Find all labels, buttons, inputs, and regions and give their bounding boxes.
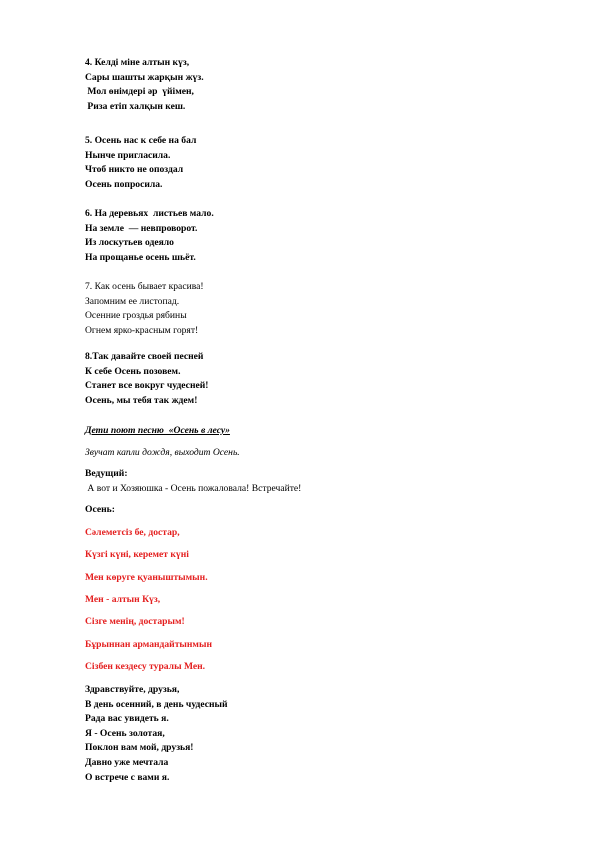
- autumn-label: Осень:: [85, 504, 115, 515]
- greeting-line: В день осенний, в день чудесный: [85, 698, 228, 710]
- stanza-line: Из лоскутьев одеяло: [85, 237, 174, 249]
- stanza-line: 5. Осень нас к себе на бал: [85, 135, 197, 146]
- stanza-line: Осень, мы тебя так ждем!: [85, 394, 198, 406]
- stanza-line: Риза етіп халқын кеш.: [85, 100, 186, 112]
- stanza-line: Запомним ее листопад.: [85, 295, 180, 307]
- kazakh-line: Бұрыннан армандайтынмын: [85, 639, 212, 650]
- greeting-line: Я - Осень золотая,: [85, 727, 165, 739]
- stanza-line: 8.Так давайте своей песней: [85, 351, 204, 362]
- stanza-4: [85, 56, 204, 114]
- kazakh-line: Мен - алтын Күз,: [85, 594, 161, 605]
- stanza-line: Станет все вокруг чудесней!: [85, 380, 209, 392]
- stanza-line: Сары шашты жарқын жүз.: [85, 71, 204, 83]
- kazakh-line: Сәлеметсіз бе, достар,: [85, 527, 180, 538]
- stanza-line: Осень попросила.: [85, 178, 163, 190]
- stanza-line: Нынче пригласила.: [85, 149, 171, 161]
- stanza-line: На прощанье осень шьёт.: [85, 251, 196, 263]
- stanza-line: 4. Келді міне алтын күз,: [85, 57, 190, 68]
- greeting-line: Давно уже мечтала: [85, 756, 169, 768]
- stanza-7: [85, 280, 204, 338]
- stanza-line: 7. Как осень бывает красива!: [85, 281, 204, 292]
- greeting-line: Поклон вам мой, друзья!: [85, 742, 194, 754]
- stanza-line: Осенние гроздья рябины: [85, 310, 187, 322]
- kazakh-line: Сізбен кездесу туралы Мен.: [85, 661, 206, 672]
- stanza-line: К себе Осень позовем.: [85, 365, 181, 377]
- greeting-line: Рада вас увидеть я.: [85, 713, 169, 725]
- stanza-line: Чтоб никто не опоздал: [85, 164, 184, 176]
- stanza-line: 6. На деревьях листьев мало.: [85, 208, 214, 219]
- stanza-line: Мол өнімдері әр үйімен,: [85, 86, 194, 98]
- stanza-line: На земле — невпроворот.: [85, 222, 198, 234]
- stanza-8: [85, 350, 208, 408]
- stanza-5: [85, 134, 196, 192]
- host-text: А вот и Хозяюшка - Осень пожаловала! Встречайте!: [85, 483, 302, 494]
- kazakh-line: Мен көруге қуаныштымын.: [85, 572, 208, 583]
- song-heading: Дети поют песню «Осень в лесу»: [85, 425, 230, 436]
- host-label: Ведущий:: [85, 468, 128, 479]
- stanza-line: Огнем ярко-красным горят!: [85, 324, 199, 336]
- kazakh-line: Күзгі күні, керемет күні: [85, 549, 189, 560]
- russian-greeting: [85, 683, 228, 785]
- stanza-6: [85, 207, 214, 265]
- kazakh-line: Сізге менің, достарым!: [85, 616, 185, 627]
- greeting-line: Здравствуйте, друзья,: [85, 684, 180, 695]
- greeting-line: О встрече с вами я.: [85, 771, 170, 783]
- stage-direction: Звучат капли дождя, выходит Осень.: [85, 447, 240, 458]
